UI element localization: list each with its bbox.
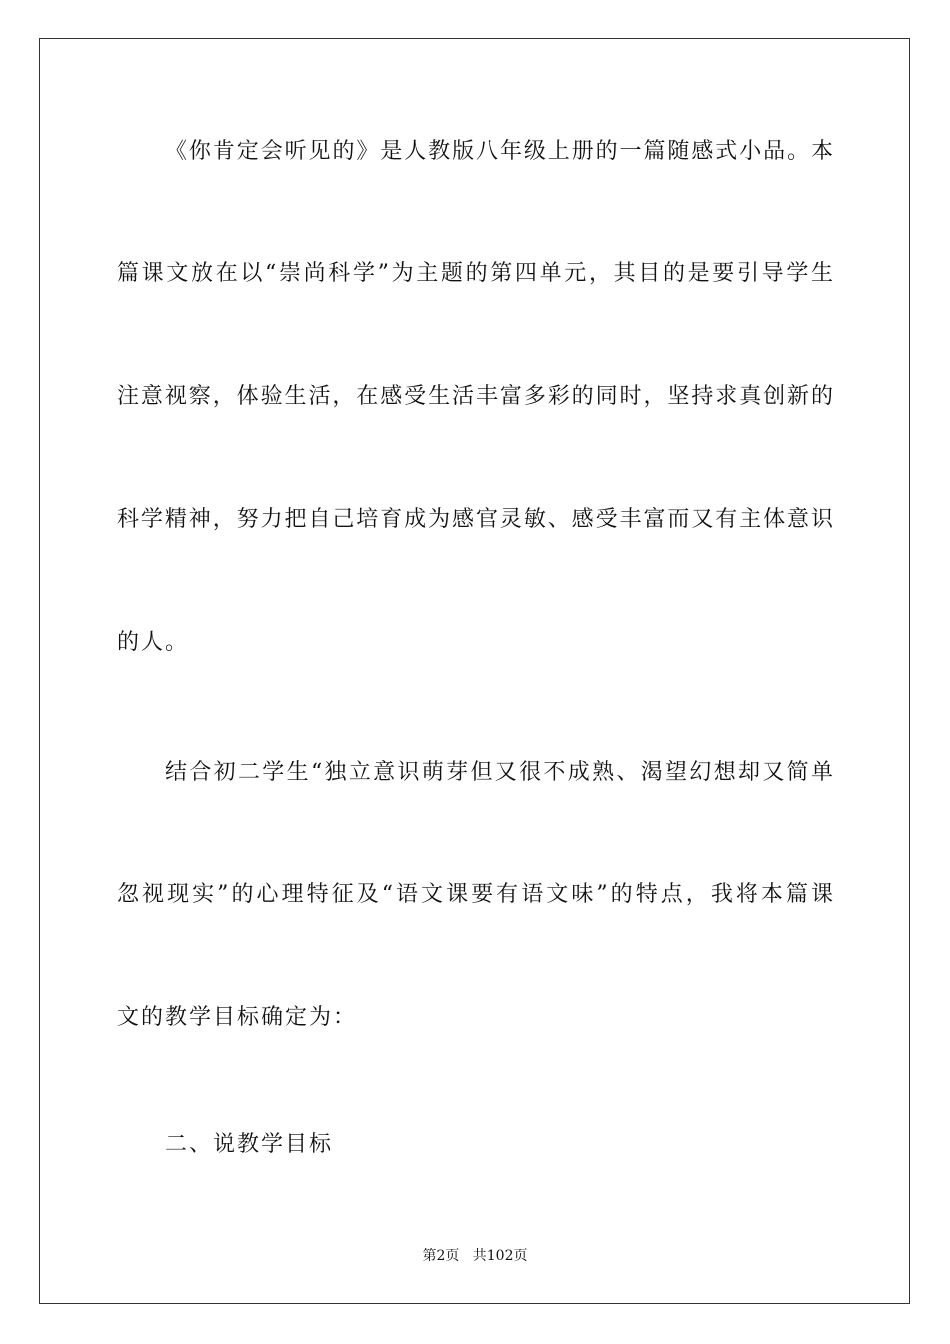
paragraph-2-line-3: 文的教学目标确定为：: [117, 1005, 358, 1030]
paragraph-1-line-4: 科学精神，努力把自己培育成为感官灵敏、感受丰富而又有主体意识: [117, 507, 833, 532]
paragraph-1-line-3: 注意视察，体验生活，在感受生活丰富多彩的同时，坚持求真创新的: [117, 384, 833, 409]
paragraph-1-line-1: 《你肯定会听见的》是人教版八年级上册的一篇随感式小品。本: [165, 139, 833, 164]
paragraph-2-line-2: 忽视现实”的心理特征及“语文课要有语文味”的特点，我将本篇课: [117, 882, 833, 907]
paragraph-2-line-1: 结合初二学生“独立意识萌芽但又很不成熟、渴望幻想却又简单: [165, 760, 833, 785]
page-border: [39, 38, 910, 1304]
page-number-footer: 第2页 共102页: [422, 1248, 528, 1264]
section-heading: 二、说教学目标: [165, 1132, 334, 1157]
paragraph-1-line-5: 的人。: [117, 630, 190, 655]
paragraph-1-line-2: 篇课文放在以“崇尚科学”为主题的第四单元，其目的是要引导学生: [117, 261, 833, 286]
